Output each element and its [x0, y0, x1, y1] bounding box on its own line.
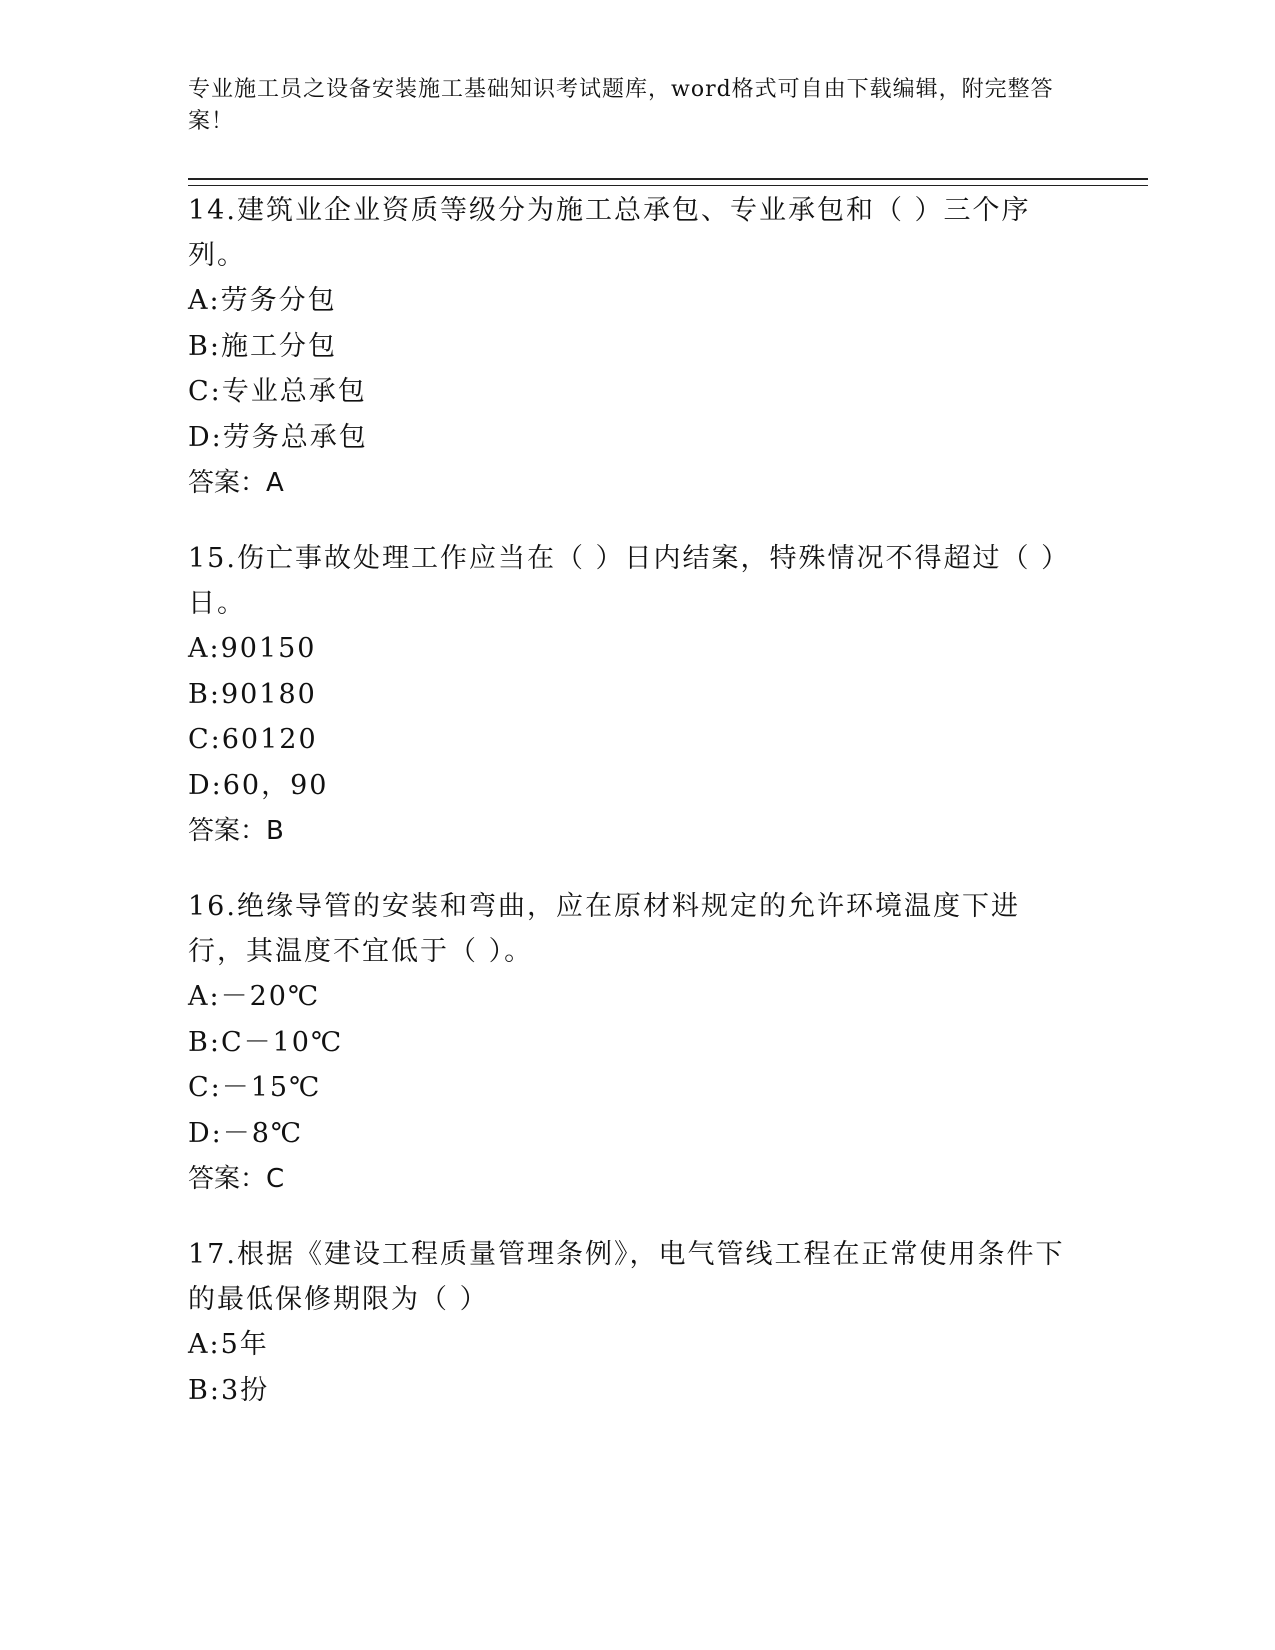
option-d: D:劳务总承包	[188, 421, 368, 453]
option-b: B:C－10℃	[188, 1026, 344, 1058]
document-header: 专业施工员之设备安装施工基础知识考试题库，word格式可自由下载编辑，附完整答案！	[188, 77, 1054, 134]
option-c: C:专业总承包	[188, 376, 367, 407]
option-b: B:3扮	[188, 1374, 270, 1406]
question-stem: 15.伤亡事故处理工作应当在（ ）日内结案，特殊情况不得超过（ ）日。	[188, 543, 1057, 619]
option-a: A:－20℃	[188, 981, 321, 1012]
question-16	[188, 884, 1068, 1202]
option-b: B:90180	[188, 678, 317, 710]
answer: 答案：C	[188, 1164, 285, 1194]
option-b: B:施工分包	[188, 330, 337, 362]
header-divider	[188, 178, 1148, 186]
answer: 答案：B	[188, 816, 284, 846]
question-list	[188, 188, 1068, 1443]
question-stem: 17.根据《建设工程质量管理条例》，电气管线工程在正常使用条件下的最低保修期限为（ ）	[188, 1239, 1065, 1315]
answer: 答案：A	[188, 468, 284, 498]
option-d: D:60，90	[188, 769, 329, 801]
question-15	[188, 536, 1068, 854]
question-stem: 16.绝缘导管的安装和弯曲，应在原材料规定的允许环境温度下进行，其温度不宜低于（ ）。	[188, 891, 1020, 967]
question-17	[188, 1232, 1068, 1413]
option-d: D:－8℃	[188, 1117, 304, 1149]
question-14	[188, 188, 1068, 506]
option-c: C:－15℃	[188, 1072, 322, 1103]
option-c: C:60120	[188, 724, 318, 755]
question-stem: 14.建筑业企业资质等级分为施工总承包、专业承包和（ ）三个序列。	[188, 195, 1031, 271]
option-a: A:5年	[188, 1329, 269, 1360]
option-a: A:90150	[188, 633, 317, 664]
option-a: A:劳务分包	[188, 285, 337, 316]
